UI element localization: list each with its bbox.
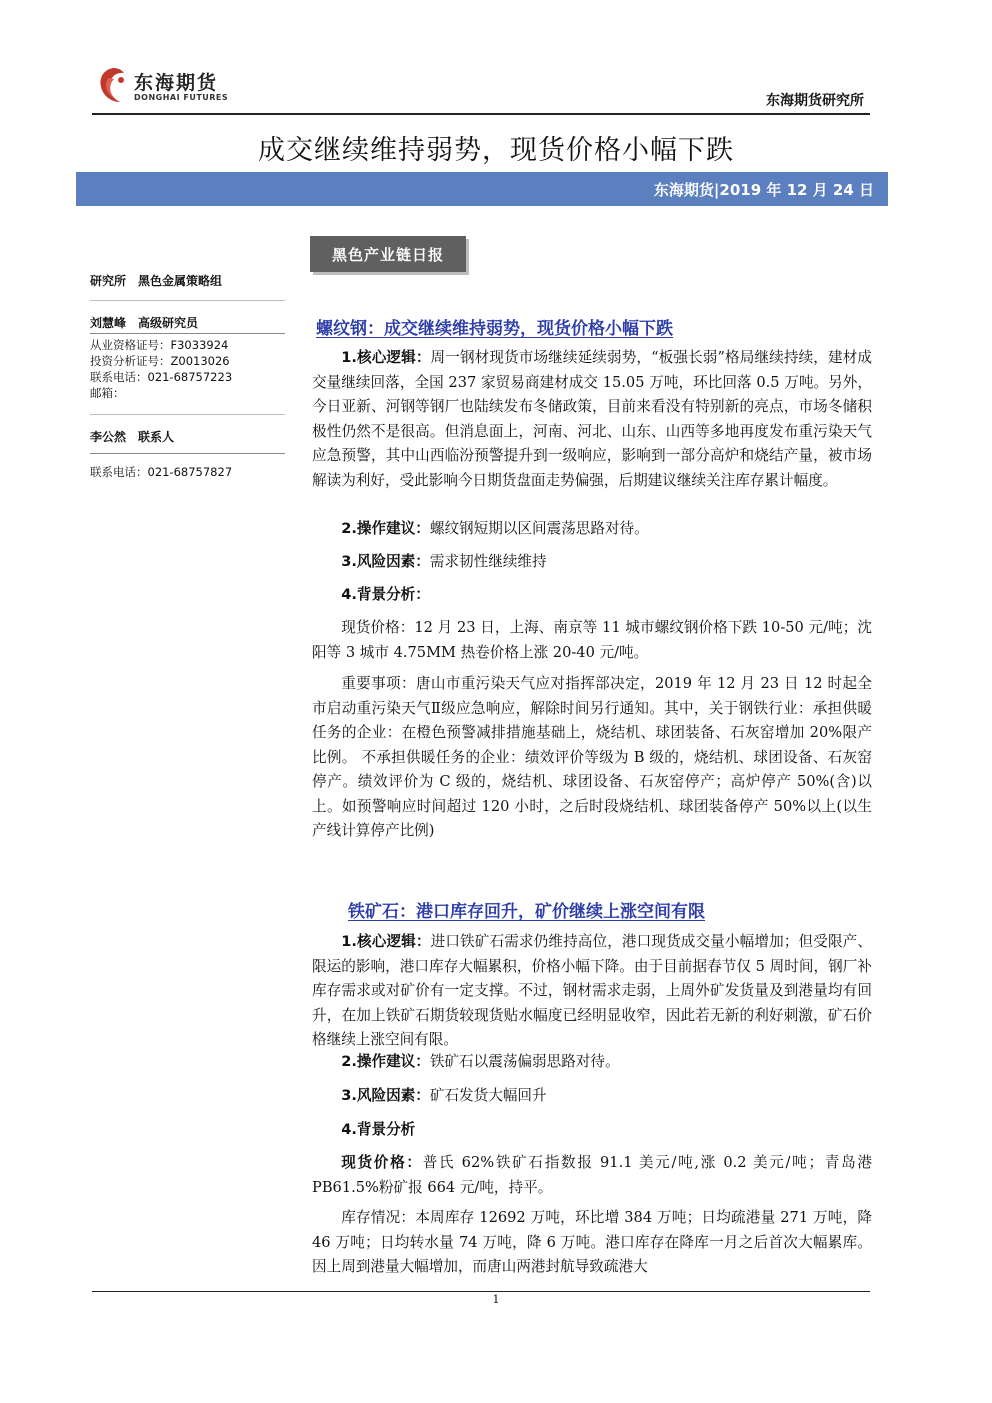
iron-risk-label: 3.风险因素： xyxy=(341,1087,430,1104)
rebar-risk-text: 需求韧性继续维持 xyxy=(429,553,547,570)
iron-core-logic-text: 进口铁矿石需求仍维持高位，港口现货成交量小幅增加；但受限产、限运的影响，港口库存大幅累积，价格小幅下降。由于目前据春节仅 5 周时间，钢厂补库存需求或对矿价有一定支撑。不过，钢材需求走弱，上周外矿发货量及到港量均有回升，在加上铁矿石期货较现货贴水幅度已经明显收窄，因此若无新的利好刺激，矿石价格继续上涨空间有限。 xyxy=(312,933,872,1048)
analyst-phone: 联系电话：021-68757223 xyxy=(90,370,233,384)
analyst-email: 邮箱： xyxy=(90,386,125,400)
footer-divider xyxy=(92,1291,870,1292)
analyst-info xyxy=(90,337,285,401)
rebar-risk xyxy=(312,550,872,575)
company-logo xyxy=(94,64,244,110)
report-type-badge xyxy=(310,236,466,272)
iron-risk-text: 矿石发货大幅回升 xyxy=(429,1087,547,1104)
rebar-spot-price: 现货价格：12 月 23 日，上海、南京等 11 城市螺纹钢价格下跌 10-50 元/吨；沈阳等 3 城市 4.75MM 热卷价格上涨 20-40 元/吨。 xyxy=(312,619,872,661)
rebar-core-logic-label: 1.核心逻辑： xyxy=(341,349,431,366)
rebar-core-logic xyxy=(312,346,872,493)
page-number: 1 xyxy=(492,1293,500,1306)
iron-inventory: 库存情况：本周库存 12692 万吨，环比增 384 万吨；日均疏港量 271 万吨，降 46 万吨；日均转水量 74 万吨，降 6 万吨。港口库存在降库一月之后首次大幅累库。因上周到港量大幅增加，而唐山两港封航导致疏港大 xyxy=(312,1209,872,1275)
iron-spot-price xyxy=(312,1151,872,1200)
iron-core-logic xyxy=(312,930,872,1053)
iron-section-title: 铁矿石：港口库存回升，矿价继续上涨空间有限 xyxy=(348,902,705,922)
page-title: 成交继续维持弱势，现货价格小幅下跌 xyxy=(258,135,734,166)
sidebar-divider xyxy=(90,453,285,454)
rebar-operation xyxy=(312,517,872,542)
sidebar-divider xyxy=(90,333,285,334)
logo-cn-text: 东海期货 xyxy=(134,72,219,94)
iron-spot-price-text: 普氏 62%铁矿石指数报 91.1 美元/吨,涨 0.2 美元/吨；青岛港 PB61.5%粉矿报 664 元/吨，持平。 xyxy=(312,1154,872,1196)
analyst-name: 刘慧峰 高级研究员 xyxy=(90,316,199,330)
iron-core-logic-label: 1.核心逻辑： xyxy=(341,933,431,950)
sidebar-divider xyxy=(90,414,285,415)
analysis-license-number: 投资分析证号：Z0013026 xyxy=(90,354,230,368)
license-number: 从业资格证号：F3033924 xyxy=(90,338,229,352)
rebar-risk-label: 3.风险因素： xyxy=(341,553,430,570)
report-type-label: 黑色产业链日报 xyxy=(331,246,444,264)
date-banner xyxy=(76,172,888,206)
iron-spot-price-label: 现货价格： xyxy=(341,1154,423,1171)
rebar-section-title: 螺纹钢：成交继续维持弱势，现货价格小幅下跌 xyxy=(316,319,673,339)
contact-phone: 联系电话：021-68757827 xyxy=(90,465,233,479)
header-divider xyxy=(92,113,870,115)
iron-risk xyxy=(312,1084,872,1109)
rebar-operation-label: 2.操作建议： xyxy=(341,520,430,537)
logo-emblem-icon xyxy=(94,64,132,108)
rebar-core-logic-text: 周一钢材现货市场继续延续弱势，“板强长弱”格局继续持续，建材成交量继续回落，全国 237 家贸易商建材成交 15.05 万吨，环比回落 0.5 万吨。另外，今日亚新、河钢等钢厂也陆续发布冬储政策，目前来看没有特别新的亮点，市场冬储积极性仍然不是很高。但消息面上，河南、河北、山东、山西等多地再度发布重污染天气应急预警，其中山西临汾预警提升到一级响应，影响到一部分高炉和烧结产量，被市场解读为利好，受此影响今日期货盘面走势偏强，后期建议继续关注库存累计幅度。 xyxy=(312,349,872,489)
iron-background xyxy=(312,1118,872,1143)
logo-en-text: DONGHAI FUTURES xyxy=(134,93,229,102)
rebar-background-label: 4.背景分析： xyxy=(341,586,430,603)
rebar-operation-text: 螺纹钢短期以区间震荡思路对待。 xyxy=(429,520,649,537)
iron-operation xyxy=(312,1050,872,1075)
iron-background-label: 4.背景分析 xyxy=(341,1121,416,1138)
rebar-background xyxy=(312,583,872,608)
institute-name: 东海期货研究所 xyxy=(766,93,864,109)
rebar-important-events: 重要事项：唐山市重污染天气应对指挥部决定，2019 年 12 月 23 日 12 时起全市启动重污染天气Ⅱ级应急响应，解除时间另行通知。其中，关于钢铁行业：承担供暖任务的企业：在橙色预警减排措施基础上，烧结机、球团装备、石灰窑增加 20%限产比例。 不承担供暖任务的企业：绩效评价等级为 B 级的，烧结机、球团设备、石灰窑停产。绩效评价为 C 级的，烧结机、球团设备、石灰窑停产；高炉停产 50%(含)以上。如预警响应时间超过 120 小时，之后时段烧结机、球团装备停产 50%以上(以生产线计算停产比例) xyxy=(312,675,872,839)
date-line: 东海期货|2019 年 12 月 24 日 xyxy=(653,181,874,199)
iron-operation-text: 铁矿石以震荡偏弱思路对待。 xyxy=(429,1053,620,1070)
contact-name: 李公然 联系人 xyxy=(90,430,175,444)
research-group: 研究所 黑色金属策略组 xyxy=(90,274,223,288)
iron-operation-label: 2.操作建议： xyxy=(341,1053,430,1070)
sidebar-divider xyxy=(90,300,285,301)
